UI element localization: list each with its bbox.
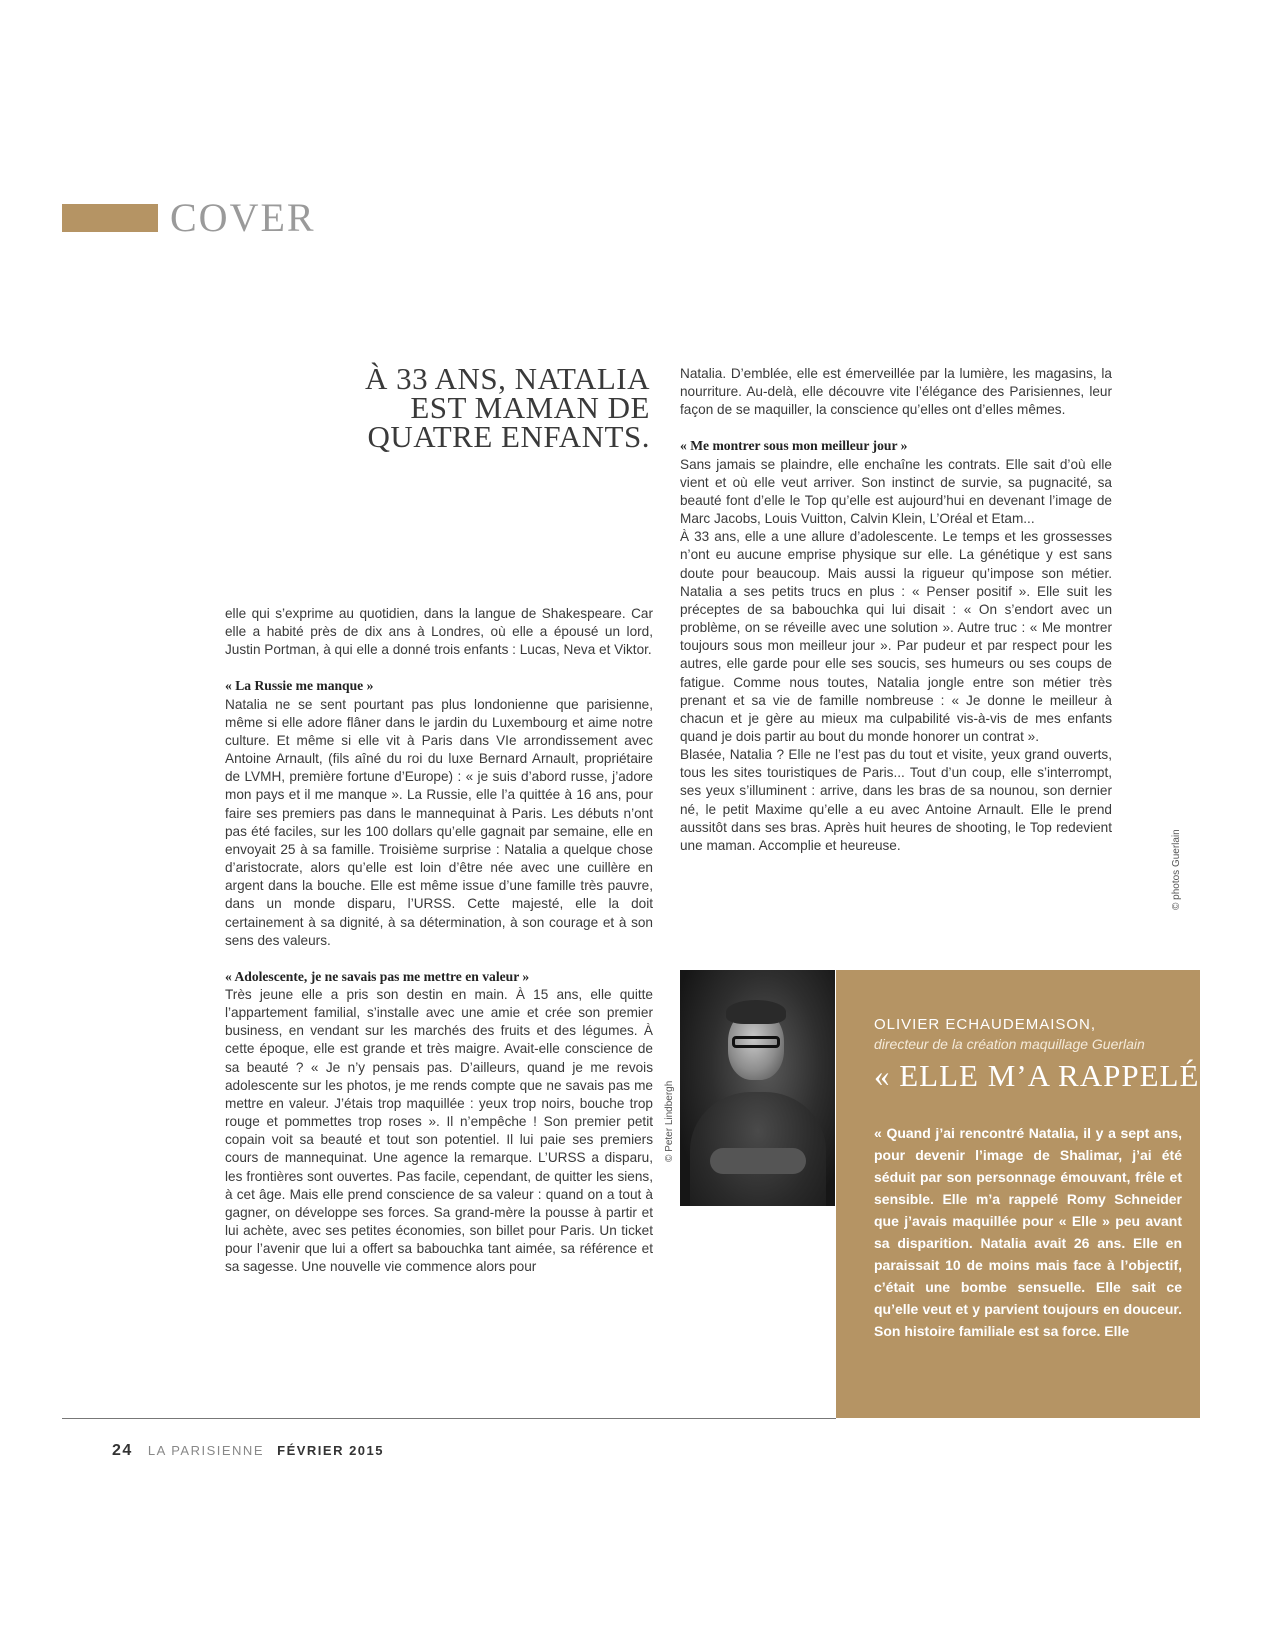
portrait-glasses (732, 1036, 780, 1048)
portrait-hair (726, 1000, 786, 1024)
paragraph: À 33 ans, elle a une allure d’adolescente. Le temps et les grossesses n’ont eu aucune emprise physique sur elle. La génétique y est sans doute pour beaucoup. Mais aussi la rigueur qu’impose son métier. Natalia a ses petits trucs en plus : « Penser positif ». Elle suit les préceptes de sa babouchka qui lui disait : « On s’endort avec un problème, on se réveille avec une solution ». Autre truc : « Me montrer toujours sous mon meilleur jour ». Par pudeur et par respect pour les autres, elle garde pour elle ses soucis, ses humeurs ou ses coups de fatigue. Comme nous toutes, Natalia jongle entre son métier très prenant et sa vie de famille nombreuse : « Je donne le meilleur à chacun et je gère au mieux ma culpabilité vis-à-vis de mes enfants quand je dois partir au bout du monde honorer un contrat ». (680, 529, 1112, 744)
footer-rule (62, 1418, 836, 1419)
issue-date: FÉVRIER 2015 (277, 1443, 384, 1458)
paragraph: Natalia ne se sent pourtant pas plus londonienne que parisienne, même si elle adore flâner dans le jardin du Luxembourg et aime notre culture. Et même si elle vit à Paris dans VIe arrondissement avec Antoine Arnault, (fils aîné du roi du luxe Bernard Arnault, propriétaire de LVMH, première fortune d’Europe) : « je suis d’abord russe, j’adore mon pays et il me manque ». La Russie, elle l’a quittée à 16 ans, pour faire ses premiers pas dans le mannequinat à Paris. Les débuts n’ont pas été faciles, sur les 100 dollars qu’elle gagnait par semaine, elle en envoyait 25 à sa famille. Troisième surprise : Natalia a quelque chose d’aristocrate, alors qu’elle est loin d’être née avec une cuillère en argent dans la bouche. Elle est même issue d’une famille très pauvre, dans un monde disparu, l’URSS. Cette majesté, elle la doit certainement à sa dignité, à sa détermination, à son courage et à son sens des valeurs. (225, 696, 653, 948)
magazine-name: LA PARISIENNE (147, 1443, 264, 1458)
paragraph: Natalia. D’emblée, elle est émerveillée par la lumière, les magasins, la nourriture. Au-delà, elle découvre vite l’élégance des Parisiennes, leur façon de se maquiller, la conscience qu’elles ont d’elles mêmes. (680, 366, 1112, 418)
sidebar-box (836, 970, 1200, 1418)
subheading: « Me montrer sous mon meilleur jour » (680, 438, 908, 454)
sidebar-role: directeur de la création maquillage Guerlain (874, 1036, 1145, 1052)
page-footer (112, 1442, 384, 1460)
portrait-arms (710, 1148, 806, 1174)
pull-quote: À 33 ANS, NATALIA EST MAMAN DE QUATRE ENFANTS. (364, 361, 650, 454)
paragraph: Très jeune elle a pris son destin en main. À 15 ans, elle quitte l’appartement familial, s’installe avec une amie et crée son premier business, en vendant sur les marchés des fruits et des légumes. À cette époque, elle est grande et très maigre. Avait-elle conscience de sa beauté ? « Je n’y pensais pas. D’ailleurs, quand je me revois adolescente sur les photos, je me rends compte que ne savais pas me mettre en valeur. J’étais trop maquillée : yeux trop noirs, bouche trop rouge et pommettes trop roses ». Il n’empêche ! Son premier petit copain voit sa beauté et tout son potentiel. Il lui paie ses premiers cours de mannequinat. Une agence la remarque. L’URSS a disparu, les frontières sont ouvertes. Pas facile, cependant, de quitter les siens, à cet âge. Mais elle prend conscience de sa valeur : quand on a tout à gagner, on développe ses forces. Sa grand-mère la pousse à partir et lui achète, avec ses petites économies, son billet pour Paris. Un ticket pour l’avenir que lui a offert sa babouchka tant aimée, sa référence et sa sagesse. Une nouvelle vie commence alors pour (225, 986, 653, 1275)
sidebar-name: OLIVIER ECHAUDEMAISON, (874, 1016, 1097, 1033)
paragraph: elle qui s’exprime au quotidien, dans la langue de Shakespeare. Car elle a habité près de dix ans à Londres, où elle a épousé un lord, Justin Portman, à qui elle a donné trois enfants : Lucas, Neva et Viktor. (225, 606, 653, 658)
paragraph: Sans jamais se plaindre, elle enchaîne les contrats. Elle sait d’où elle vient et où elle veut arriver. Son instinct de survie, sa pugnacité, sa beauté font d’elle le Top qu’elle est aujourd’hui en devenant l’image de Marc Jacobs, Louis Vuitton, Calvin Klein, L’Oréal et Etam... (680, 456, 1112, 527)
sidebar-headline: « ELLE M’A RAPPELÉ (874, 1058, 1200, 1093)
page-number: 24 (112, 1442, 133, 1459)
article-column-left (225, 605, 653, 1276)
section-label: COVER (170, 195, 316, 240)
sidebar-quote: « Quand j’ai rencontré Natalia, il y a sept ans, pour devenir l’image de Shalimar, j’ai été séduit par son personnage émouvant, frêle et sensible. Elle m’a rappelé Romy Schneider que j’avais maquillée pour « Elle » peu avant sa disparition. Natalia avait 26 ans. Elle en paraissait 10 de moins mais face à l’objectif, c’était une bombe sensuelle. Elle sait ce qu’elle veut et y parvient toujours en douceur. Son histoire familiale est sa force. Elle (874, 1125, 1182, 1339)
section-accent-bar (62, 204, 158, 232)
subheading: « La Russie me manque » (225, 678, 374, 694)
article-column-right (680, 365, 1112, 855)
portrait-photo (680, 970, 835, 1206)
portrait-credit: © Peter Lindbergh (664, 1080, 675, 1162)
photo-credit: © photos Guerlain (1171, 829, 1182, 910)
paragraph: Blasée, Natalia ? Elle ne l’est pas du tout et visite, yeux grand ouverts, tous les sites touristiques de Paris... Tout d’un coup, elle s’interrompt, ses yeux s’illuminent : arrive, dans les bras de sa nounou, son dernier né, le petit Maxime qu’elle a eu avec Antoine Arnault. Elle le prend aussitôt dans ses bras. Après huit heures de shooting, le Top redevient une maman. Accomplie et heureuse. (680, 747, 1112, 853)
subheading: « Adolescente, je ne savais pas me mettre en valeur » (225, 968, 530, 984)
